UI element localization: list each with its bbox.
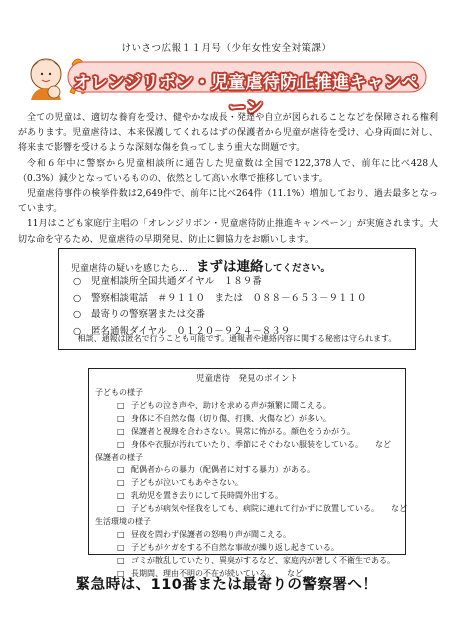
checkbox-square-icon: □ <box>117 504 125 514</box>
contact-item: ○ 警察相談電話 ＃９１１０ または ０８８－６５３－９１１０ <box>73 291 367 308</box>
paragraph-rights: 全ての児童は、適切な養育を受け、健やかな成長・発達や自立が図られることなどを保障される権利があります。児童虐待は、本来保護してくれるはずの保護者から児童が虐待を受け、心身両面に対し、将来まで影響を受けるような深刻な傷を負ってしまう重大な問題です。 <box>18 113 438 154</box>
contact-item: ○ 匿名通報ダイヤル ０１２０－９２４－８３９ <box>73 324 367 341</box>
list-item: □ 身体に不自然な傷（切り傷、打撲、火傷など）が多い。 <box>117 413 407 426</box>
points-body <box>95 387 407 581</box>
contact-note: 相談、通報は匿名で行うことも可能です。通報者や連絡内容に関する秘密は守られます。 <box>77 334 397 343</box>
checkbox-square-icon: □ <box>117 542 125 552</box>
header-line: けいさつ広報１１月号（少年女性安全対策課） <box>121 43 332 54</box>
emergency-footer: 緊急時は、110番または最寄りの警察署へ！ <box>75 577 378 593</box>
banner-title: オレンジリボン・児童虐待防止推進キャンペーン <box>73 73 419 118</box>
contact-box <box>58 248 416 350</box>
checkbox-square-icon: □ <box>117 465 125 475</box>
list-item: □ 乳幼児を置き去りにして長時間外出する。 <box>117 490 407 503</box>
list-item: □ 長期間、理由不明の不在が続いている。 など <box>117 568 407 581</box>
paragraph-campaign: 11月はこども家庭庁主唱の「オレンジリボン・児童虐待防止推進キャンペーン」が実施されます。大切な命を守るため、児童虐待の早期発見、防止に御協力をお願いします。 <box>18 219 438 245</box>
list-item: □ 身体や衣服が汚れていたり、季節にそぐわない服装をしている。 など <box>117 439 407 452</box>
checkbox-square-icon: □ <box>117 491 125 501</box>
checkbox-square-icon: □ <box>117 400 125 410</box>
list-item: □ 子どもの泣き声や、助けを求める声が頻繁に聞こえる。 <box>117 400 407 413</box>
contact-item: ○ 児童相談所全国共通ダイヤル １８９番 <box>73 274 367 291</box>
points-title: 児童虐待 発見のポイント <box>195 374 298 384</box>
category-guardian: 保護者の様子 <box>95 452 143 462</box>
list-item: □ 昼夜を問わず保護者の怒鳴り声が聞こえる。 <box>117 529 407 542</box>
checkbox-square-icon: □ <box>117 555 125 565</box>
paragraph-reports: 令和６年中に警察から児童相談所に通告した児童数は全国で122,378人で、前年に比べ428人（0.3%）減少となっているものの、依然として高い水準で推移しています。 <box>18 158 438 184</box>
list-item: □ 配偶者からの暴力（配偶者に対する暴力）がある。 <box>117 464 407 477</box>
circle-bullet-icon: ○ <box>73 276 82 287</box>
category-environment: 生活環境の様子 <box>95 517 151 527</box>
list-item: □ 保護者と視線を合わさない。異常に怖がる。顔色をうかがう。 <box>117 426 407 439</box>
category-child: 子どもの様子 <box>95 388 143 397</box>
circle-bullet-icon: ○ <box>73 309 82 320</box>
contact-big: まずは連絡 <box>196 259 264 275</box>
checkbox-square-icon: □ <box>117 529 125 539</box>
circle-bullet-icon: ○ <box>73 325 82 337</box>
contact-box-heading <box>71 255 330 275</box>
circle-bullet-icon: ○ <box>73 292 82 304</box>
checkbox-square-icon: □ <box>117 413 125 423</box>
checkbox-square-icon: □ <box>117 426 125 436</box>
list-item: □ ゴミが散乱していたり、異臭がするなど、家庭内が著しく不衛生である。 <box>117 555 407 568</box>
contact-item: ○ 最寄りの警察署または交番 <box>73 307 367 324</box>
list-item: □ 子どもがケガをする不自然な事故が繰り返し起きている。 <box>117 542 407 555</box>
points-box <box>88 368 407 578</box>
body-text <box>18 111 438 248</box>
mother-child-illustration <box>31 59 61 100</box>
contact-tail: してください。 <box>263 263 331 274</box>
checkbox-square-icon: □ <box>117 478 125 488</box>
list-item: □ 子どもが病気や怪我をしても、病院に連れて行かずに放置している。 など <box>117 503 407 516</box>
contact-lead: 児童虐待の疑いを感じたら… <box>71 264 189 274</box>
contact-list <box>73 274 367 340</box>
paragraph-arrests: 児童虐待事件の検挙件数は2,649件で、前年に比べ264件（11.1%）増加しており、過去最多となっています。 <box>18 189 438 215</box>
checkbox-square-icon: □ <box>117 439 125 449</box>
checkbox-square-icon: □ <box>117 568 125 578</box>
list-item: □ 子どもが泣いてもあやさない。 <box>117 477 407 490</box>
